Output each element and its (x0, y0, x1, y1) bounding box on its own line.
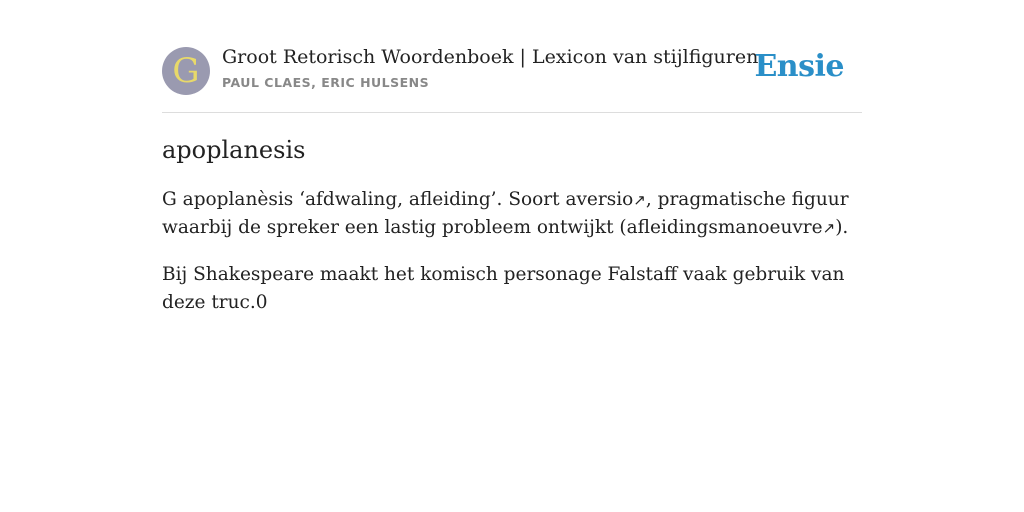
p1-text-middle: , pragmatische figuur waarbij de spreker een lastig probleem ontwijkt ( (162, 189, 849, 238)
ensie-logo[interactable]: Ensie (754, 49, 844, 84)
link-aversio[interactable] (565, 189, 645, 210)
entry-title: apoplanesis (162, 136, 306, 164)
link-afleidingsmanoeuvre-label[interactable]: afleidingsmanoeuvre (626, 217, 823, 238)
entry-paragraph-2: Bij Shakespeare maakt het komisch personage Falstaff vaak gebruik van deze truc.0 (162, 264, 845, 313)
external-link-icon[interactable]: ↗ (633, 191, 646, 209)
entry-paragraph-1 (162, 186, 862, 242)
book-avatar[interactable]: G (162, 47, 210, 95)
p1-text-before: G apoplanèsis ‘afdwaling, afleiding’. Soort (162, 189, 566, 210)
entry-content (162, 136, 862, 336)
link-afleidingsmanoeuvre[interactable] (627, 217, 836, 238)
book-title[interactable]: Groot Retorisch Woordenboek | Lexicon van stijlfiguren (222, 46, 759, 68)
header (162, 40, 862, 113)
book-authors[interactable]: PAUL CLAES, ERIC HULSENS (222, 75, 430, 90)
p1-text-after: ). (835, 217, 849, 238)
external-link-icon[interactable]: ↗ (822, 219, 836, 237)
link-aversio-label[interactable]: aversio (565, 189, 634, 210)
